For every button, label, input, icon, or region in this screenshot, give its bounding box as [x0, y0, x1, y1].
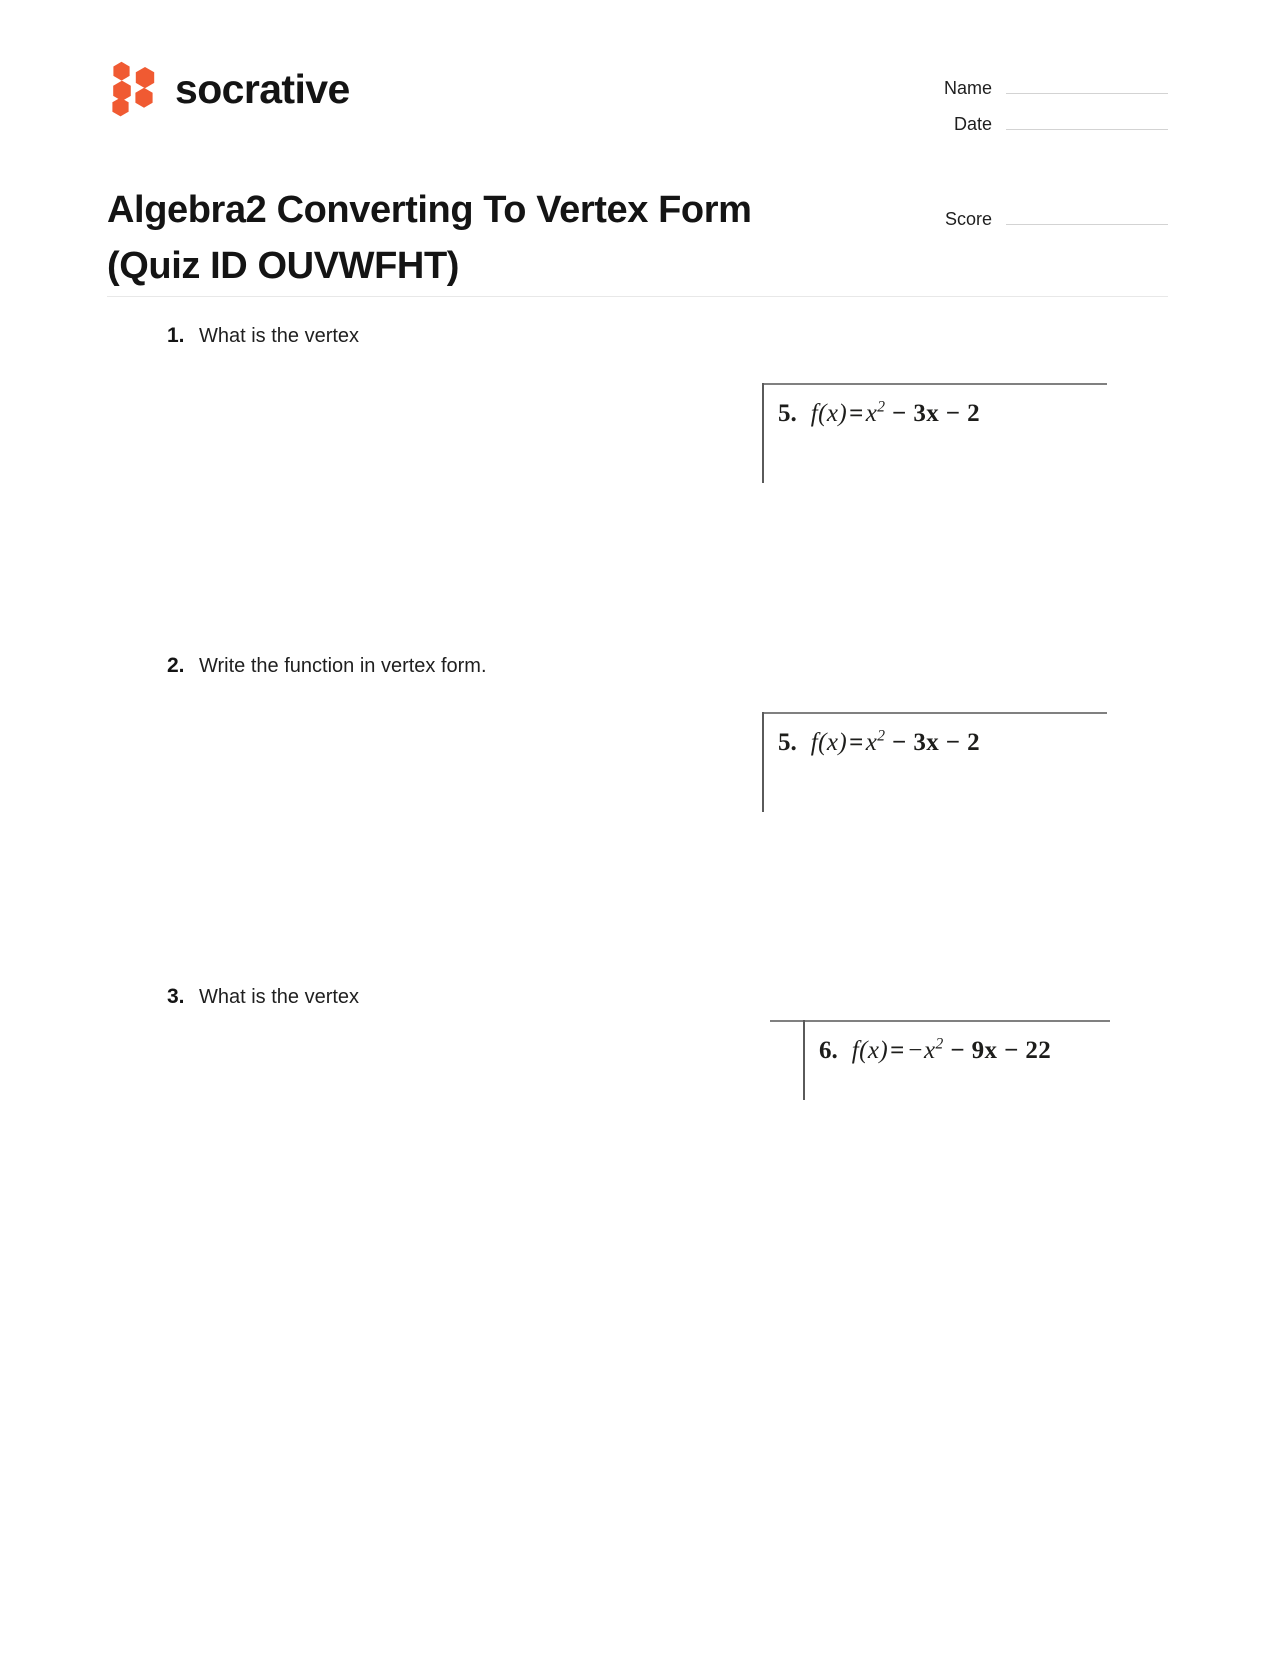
- math-expression-image: [762, 383, 1107, 483]
- math-expression-image: [770, 1020, 1110, 1100]
- score-label: Score: [944, 208, 992, 229]
- question-item: [0, 652, 1275, 983]
- question-number: 2.: [167, 654, 185, 677]
- math-expression: $f(x)=-x^2 - 9x - 22$: [851, 1035, 1052, 1065]
- math-line: [778, 729, 980, 757]
- worksheet-header: [107, 55, 1168, 285]
- math-index: 6.: [819, 1037, 838, 1065]
- question-heading: [0, 983, 1275, 1010]
- snip-top-border: [770, 1020, 1110, 1022]
- question-text: What is the vertex: [199, 986, 360, 1008]
- date-label: Date: [953, 114, 992, 135]
- snip-top-border: [762, 712, 1107, 714]
- header-divider: [107, 296, 1168, 297]
- snip-left-border: [762, 383, 764, 483]
- page-title: Algebra2 Converting To Vertex Form (Quiz ID OUVWFHT): [107, 189, 752, 287]
- question-text: Write the function in vertex form.: [199, 655, 487, 677]
- question-list: [0, 322, 1275, 1313]
- snip-top-border: [762, 383, 1107, 385]
- math-expression: $f(x)=x^2 - 3x - 2$: [810, 727, 980, 757]
- snip-left-border: [762, 712, 764, 812]
- math-index: 5.: [778, 400, 797, 428]
- brand-name: socrative: [175, 65, 350, 112]
- score-input-line[interactable]: [1006, 204, 1168, 225]
- score-row: [920, 204, 1168, 231]
- name-input-line[interactable]: [1006, 73, 1168, 94]
- math-expression-image: [762, 712, 1107, 812]
- math-expression: $f(x)=x^2 - 3x - 2$: [810, 398, 980, 428]
- question-text: What is the vertex: [199, 325, 360, 347]
- hexagon-cluster-icon: [107, 61, 159, 117]
- name-label: Name: [943, 78, 992, 98]
- math-line: [819, 1037, 1051, 1065]
- math-index: 5.: [778, 729, 797, 757]
- question-number: 1.: [167, 324, 185, 347]
- snip-left-border: [803, 1020, 805, 1100]
- question-item: [0, 322, 1275, 652]
- question-heading: [0, 652, 1275, 679]
- question-heading: [0, 322, 1275, 349]
- date-row: [920, 109, 1168, 136]
- question-number: 3.: [167, 985, 185, 1008]
- date-input-line[interactable]: [1006, 109, 1168, 130]
- socrative-logo: [107, 61, 350, 117]
- name-row: [920, 73, 1168, 100]
- student-meta-block: [920, 73, 1168, 240]
- math-line: [778, 400, 980, 428]
- question-item: [0, 983, 1275, 1313]
